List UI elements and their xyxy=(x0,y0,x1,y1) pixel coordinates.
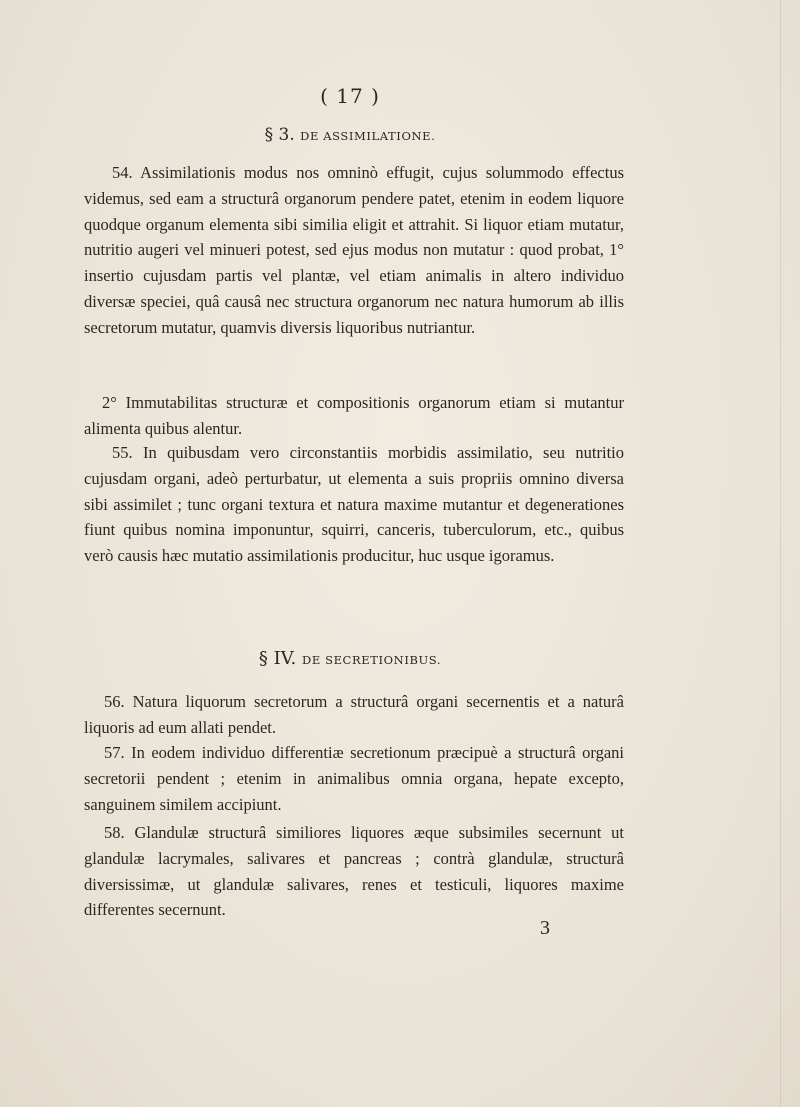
section-heading-secretions xyxy=(0,648,700,669)
paragraph-56: 56. Natura liquorum secretorum a structurâ organi secernentis et a naturâ liquoris ad eum allati pendet. xyxy=(84,692,624,737)
paragraph-58: 58. Glandulæ structurâ similiores liquores æque subsimiles secernunt ut glandulæ lacrymales, salivares et pancreas ; contrà glandulæ, structurâ diversissimæ, ut glandulæ salivares, renes et testiculi, liquores maxime differentes secernunt. xyxy=(84,823,624,920)
signature-mark: 3 xyxy=(540,917,550,939)
section-title: DE SECRETIONIBUS. xyxy=(302,653,442,667)
section-mark: § 3. xyxy=(264,125,295,145)
paragraph-55: 55. In quibusdam vero circonstantiis morbidis assimilatio, seu nutritio cujusdam organi, adeò perturbatur, ut elementa a suis propriis omnino diversa sibi assimilet ; tunc organi textura et natura maxime mutantur et degenerationes fiunt quibus nomina imponuntur, squirri, canceris, tuberculorum, etc., quibus verò causis hæc mutatio assimilationis producitur, huc usque igoramus. xyxy=(84,443,624,566)
paragraph-57: 57. In eodem individuo differentiæ secretionum præcipuè a structurâ organi secretorii pendent ; etenim in animalibus omnia organa, hepate excepto, sanguinem similem accipiunt. xyxy=(84,743,624,814)
paragraph-54: 54. Assimilationis modus nos omninò effugit, cujus solummodo effectus videmus, sed eam a structurâ organorum pendere patet, etenim in eodem liquore quodque organum elementa sibi similia eligit et attrahit. Si liquor etiam mutatur, nutritio augeri vel minueri potest, sed ejus modus non mutatur : quod probat, 1° insertio cujusdam partis vel plantæ, vel etiam animalis in altero individuo diversæ speciei, quâ causâ nec structura organorum nec natura humorum ab illis secretorum mutatur, quamvis diversis liquoribus nutriantur. xyxy=(84,163,624,337)
paragraph-54-point-2: 2° Immutabilitas structuræ et compositionis organorum etiam si mutantur alimenta quibus alentur. xyxy=(84,393,624,438)
page-edge-line xyxy=(780,0,781,1107)
section-heading-assimilation xyxy=(0,125,700,145)
section-title: DE ASSIMILATIONE. xyxy=(300,129,436,143)
section-mark: § IV. xyxy=(258,648,297,669)
page-number: ( 17 ) xyxy=(320,84,380,108)
